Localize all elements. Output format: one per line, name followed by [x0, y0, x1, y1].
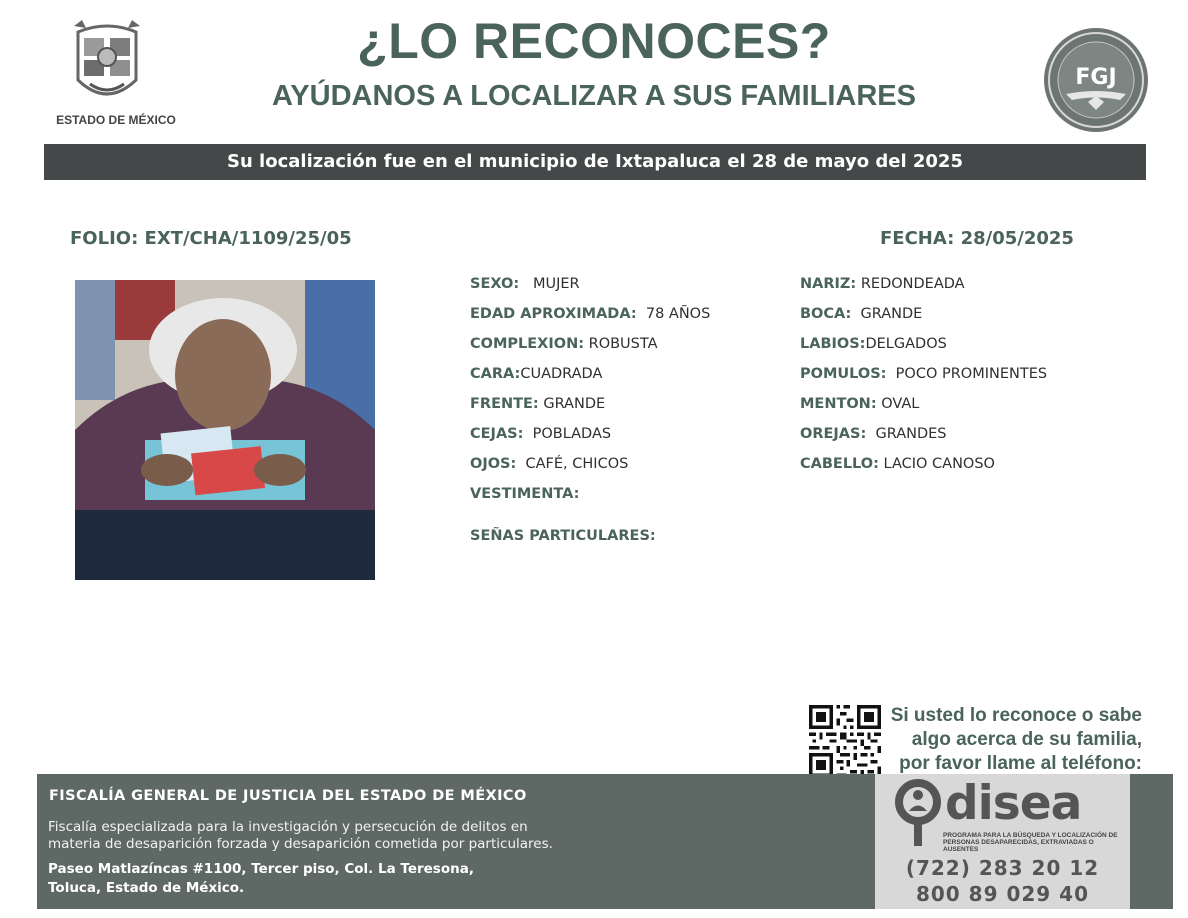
attr-frente: FRENTE: GRANDE: [470, 396, 606, 412]
contact-line-2: algo acerca de su familia,: [911, 729, 1142, 750]
folio-label: FOLIO: EXT/CHA/1109/25/05: [70, 228, 352, 249]
attr-cabello: CABELLO: LACIO CANOSO: [800, 456, 995, 472]
odisea-logo: [893, 778, 1133, 856]
attr-pomulos: POMULOS: POCO PROMINENTES: [800, 366, 1048, 382]
attr-orejas: OREJAS: GRANDES: [800, 426, 947, 442]
location-banner: Su localización fue en el municipio de Ixtapaluca el 28 de mayo del 2025: [44, 144, 1146, 180]
attr-sexo: SEXO: MUJER: [470, 276, 580, 292]
contact-line-1: Si usted lo reconoce o sabe: [890, 705, 1142, 726]
fgj-seal-icon: [1042, 26, 1150, 134]
odisea-box: [875, 774, 1130, 909]
footer-address-line-1: Paseo Matlazíncas #1100, Tercer piso, Col. La Teresona,: [48, 861, 474, 877]
state-name: ESTADO DE MÉXICO: [56, 113, 176, 127]
contact-line-3: por favor llame al teléfono:: [899, 753, 1142, 774]
attr-edad: EDAD APROXIMADA: 78 AÑOS: [470, 306, 711, 322]
footer-desc-line-2: materia de desaparición forzada y desaparición cometida por particulares.: [48, 836, 553, 852]
attr-senas-particulares: SEÑAS PARTICULARES:: [470, 528, 656, 544]
date-label: FECHA: 28/05/2025: [880, 228, 1074, 249]
attr-boca: BOCA: GRANDE: [800, 306, 923, 322]
phone-number-1[interactable]: (722) 283 20 12: [905, 856, 1100, 880]
footer-title: FISCALÍA GENERAL DE JUSTICIA DEL ESTADO DE MÉXICO: [49, 788, 527, 804]
footer: [37, 774, 1173, 909]
attr-cejas: CEJAS: POBLADAS: [470, 426, 612, 442]
footer-address-line-2: Toluca, Estado de México.: [48, 880, 245, 896]
attr-complexion: COMPLEXION: ROBUSTA: [470, 336, 658, 352]
phone-number-2[interactable]: 800 89 029 40: [915, 882, 1090, 906]
person-photo: [75, 280, 375, 580]
attr-ojos: OJOS: CAFÉ, CHICOS: [470, 456, 629, 472]
odisea-tagline: PROGRAMA PARA LA BÚSQUEDA Y LOCALIZACIÓN DE PERSONAS DESAPARECIDAS, EXTRAVIADAS O AUSENTES: [943, 832, 1118, 853]
odisea-wordmark: disea: [945, 776, 1082, 831]
attr-labios: LABIOS:DELGADOS: [800, 336, 947, 352]
odisea-magnifier-icon: [893, 778, 943, 848]
attr-cara: CARA:CUADRADA: [470, 366, 603, 382]
qr-code-icon[interactable]: [809, 705, 881, 777]
footer-desc-line-1: Fiscalía especializada para la investigación y persecución de delitos en: [48, 819, 528, 835]
attr-menton: MENTON: OVAL: [800, 396, 920, 412]
page-title: ¿LO RECONOCES?: [357, 13, 831, 69]
state-coat-of-arms-icon: [68, 18, 146, 106]
footer-address: [48, 860, 648, 898]
attr-nariz: NARIZ: REDONDEADA: [800, 276, 965, 292]
fgj-abbr: FGJ: [1075, 65, 1117, 90]
footer-description: [48, 819, 648, 853]
attr-vestimenta: VESTIMENTA:: [470, 486, 580, 502]
page-subtitle: AYÚDANOS A LOCALIZAR A SUS FAMILIARES: [272, 80, 916, 112]
estado-de-mexico-logo: [56, 18, 176, 130]
contact-message: [874, 704, 1142, 776]
